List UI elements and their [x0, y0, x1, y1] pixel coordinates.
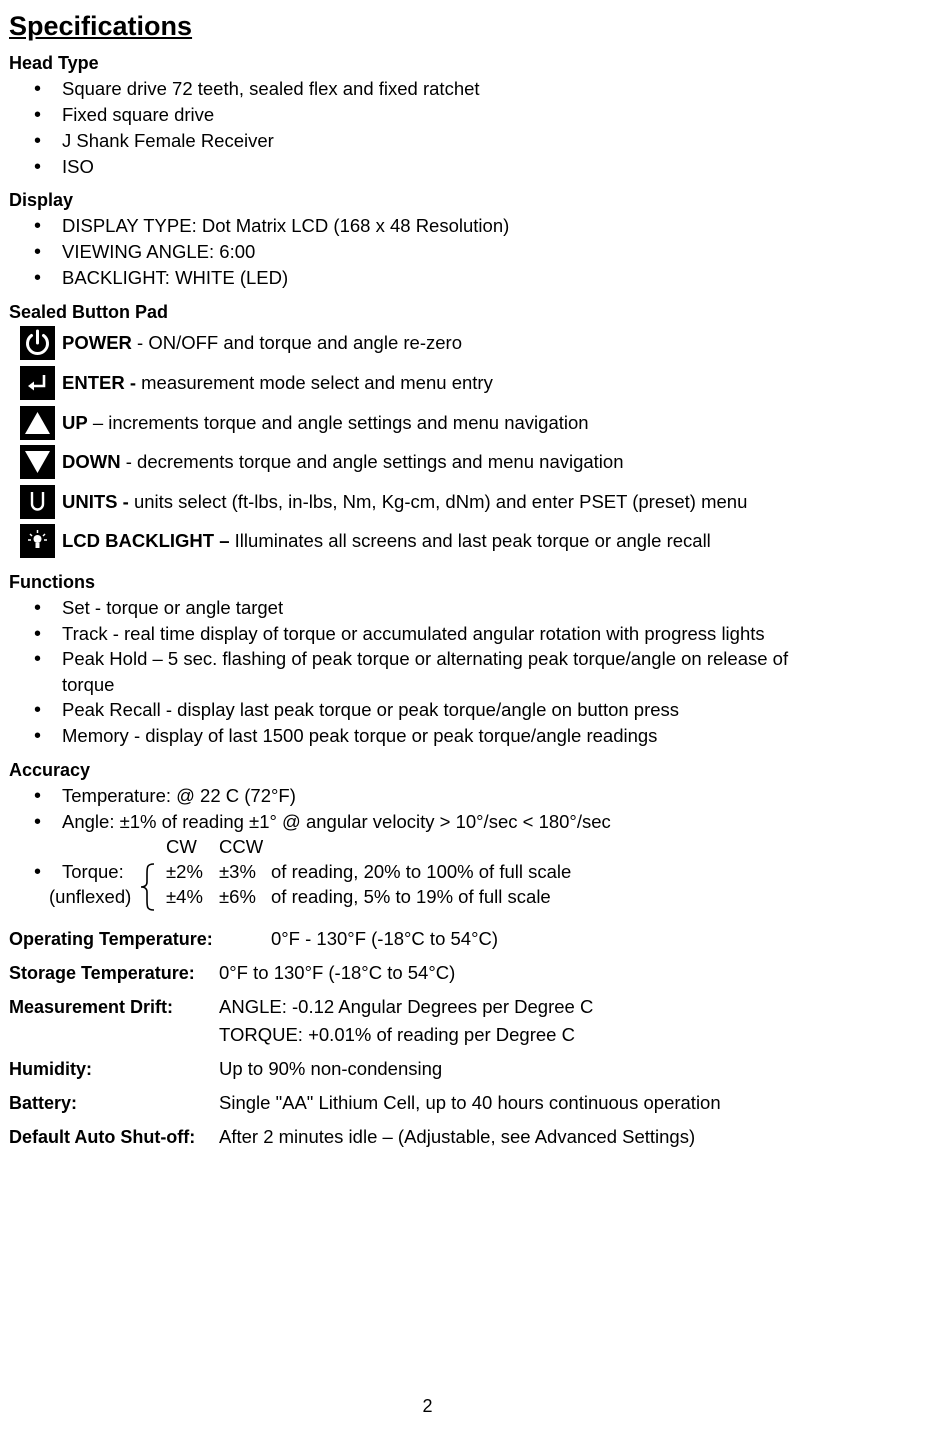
button-name: ENTER - — [62, 372, 136, 393]
torque-sublabel: (unflexed) — [49, 886, 132, 907]
list-item: • VIEWING ANGLE: 6:00 — [62, 239, 842, 265]
measurement-drift-label: Measurement Drift: — [9, 997, 174, 1017]
accuracy-heading: Accuracy — [9, 760, 91, 780]
display-heading: Display — [9, 190, 74, 210]
drift-torque-value: TORQUE: +0.01% of reading per Degree C — [219, 1024, 575, 1045]
operating-temp-value: 0°F - 130°F (-18°C to 54°C) — [271, 928, 498, 949]
button-name: LCD BACKLIGHT – — [62, 530, 230, 551]
enter-icon — [20, 366, 55, 400]
functions-heading: Functions — [9, 572, 95, 592]
button-description: measurement mode select and menu entry — [141, 372, 493, 393]
list-item: • Peak Hold – 5 sec. flashing of peak torque or alternating peak torque/angle on release of torque — [62, 646, 822, 698]
button-description: decrements torque and angle settings and menu navigation — [137, 451, 624, 472]
button-description: units select (ft-lbs, in-lbs, Nm, Kg-cm, dNm) and enter PSET (preset) menu — [133, 491, 748, 512]
button-name: UNITS - — [62, 491, 129, 512]
storage-temp-label: Storage Temperature: — [9, 963, 195, 983]
up-arrow-icon — [20, 406, 55, 440]
button-row-power: POWER - ON/OFF and torque and angle re-zero — [20, 326, 920, 360]
button-description: increments torque and angle settings and menu navigation — [108, 412, 589, 433]
button-row-enter — [20, 366, 920, 400]
button-row-up: UP – increments torque and angle settings and menu navigation — [20, 406, 920, 440]
button-name: UP — [62, 412, 88, 433]
list-item: • Peak Recall - display last peak torque or peak torque/angle on button press — [62, 697, 842, 723]
list-item: • DISPLAY TYPE: Dot Matrix LCD (168 x 48 Resolution) — [62, 213, 842, 239]
list-item: • Set - torque or angle target — [62, 595, 842, 621]
auto-shutoff-label: Default Auto Shut-off: — [9, 1127, 196, 1147]
page-number: 2 — [422, 1396, 433, 1416]
torque-cw-value: ±4% — [166, 886, 203, 907]
humidity-label: Humidity: — [9, 1059, 92, 1079]
bullet-marker: • — [34, 861, 42, 883]
head-type-heading: Head Type — [9, 53, 99, 73]
battery-label: Battery: — [9, 1093, 78, 1113]
torque-ccw-value: ±3% — [219, 861, 256, 882]
torque-range-desc: of reading, 5% to 19% of full scale — [271, 886, 551, 907]
torque-label: Torque: — [62, 861, 124, 882]
button-row-down: DOWN - decrements torque and angle settings and menu navigation — [20, 445, 920, 479]
humidity-value: Up to 90% non-condensing — [219, 1058, 443, 1079]
drift-angle-value: ANGLE: -0.12 Angular Degrees per Degree C — [219, 996, 594, 1017]
battery-value: Single "AA" Lithium Cell, up to 40 hours continuous operation — [219, 1092, 721, 1113]
auto-shutoff-value: After 2 minutes idle – (Adjustable, see Advanced Settings) — [219, 1126, 696, 1147]
down-arrow-icon — [20, 445, 55, 479]
list-item: • Square drive 72 teeth, sealed flex and fixed ratchet — [62, 76, 842, 102]
list-item: • Track - real time display of torque or accumulated angular rotation with progress lights — [62, 621, 842, 647]
backlight-icon — [20, 524, 55, 558]
button-description: Illuminates all screens and last peak torque or angle recall — [234, 530, 711, 551]
list-item: • BACKLIGHT: WHITE (LED) — [62, 265, 842, 291]
button-row-backlight — [20, 524, 920, 558]
storage-temp-value: 0°F to 130°F (-18°C to 54°C) — [219, 962, 456, 983]
torque-cw-value: ±2% — [166, 861, 203, 882]
torque-range-desc: of reading, 20% to 100% of full scale — [271, 861, 572, 882]
brace-icon — [138, 862, 158, 912]
list-item: • ISO — [62, 154, 842, 180]
button-name: DOWN — [62, 451, 121, 472]
button-row-units — [20, 485, 920, 519]
list-item: • Angle: ±1% of reading ±1° @ angular velocity > 10°/sec < 180°/sec — [62, 809, 842, 835]
page-title: Specifications — [9, 11, 193, 41]
list-item: • Fixed square drive — [62, 102, 842, 128]
list-item: • Memory - display of last 1500 peak torque or peak torque/angle readings — [62, 723, 842, 749]
list-item: • Temperature: @ 22 C (72°F) — [62, 783, 842, 809]
torque-ccw-value: ±6% — [219, 886, 256, 907]
power-icon — [20, 326, 55, 360]
units-icon — [20, 485, 55, 519]
list-item: • J Shank Female Receiver — [62, 128, 842, 154]
button-name: POWER — [62, 332, 132, 353]
torque-col-cw: CW — [166, 836, 197, 857]
button-description: ON/OFF and torque and angle re-zero — [148, 332, 462, 353]
torque-col-ccw: CCW — [219, 836, 264, 857]
operating-temp-label: Operating Temperature: — [9, 929, 213, 949]
button-pad-heading: Sealed Button Pad — [9, 302, 169, 322]
